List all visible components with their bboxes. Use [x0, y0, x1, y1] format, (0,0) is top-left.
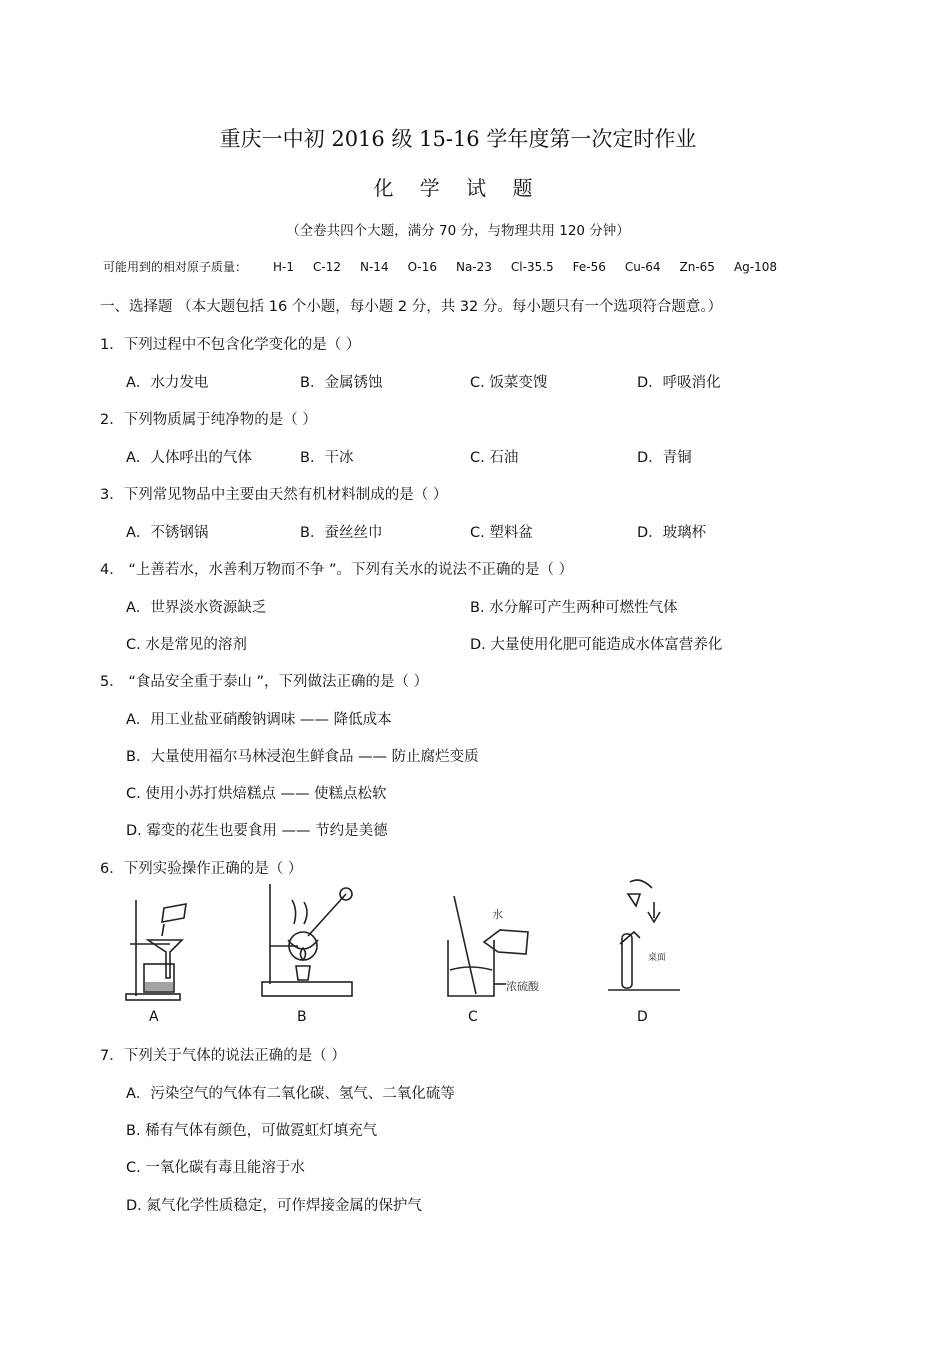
option: C. 塑料盆: [470, 525, 533, 541]
question-stem: 7．下列关于气体的说法正确的是（ ）: [100, 1048, 346, 1064]
option: B. 稀有气体有颜色，可做霓虹灯填充气: [126, 1123, 378, 1139]
option: C. 石油: [470, 450, 519, 466]
figure-label: C: [468, 1009, 478, 1025]
page-subtitle: 化 学 试 题: [373, 176, 543, 200]
option: B．蚕丝丝巾: [300, 525, 383, 541]
page-title: 重庆一中初 2016 级 15-16 学年度第一次定时作业: [219, 127, 697, 151]
option: A．用工业盐亚硝酸钠调味 —— 降低成本: [126, 712, 392, 728]
mass-item: Cl-35.5: [510, 260, 554, 274]
option: A．不锈钢锅: [126, 525, 209, 541]
test-tube-figure: [600, 872, 688, 996]
figure-label: B: [297, 1009, 307, 1025]
mass-item: Zn-65: [679, 260, 715, 274]
masses-label: 可能用到的相对原子质量：: [103, 260, 248, 274]
question-stem: 4． “上善若水，水善利万物而不争 ”。下列有关水的说法不正确的是（ ）: [100, 562, 574, 578]
option: B．金属锈蚀: [300, 375, 383, 391]
mass-item: Fe-56: [572, 260, 606, 274]
evaporation-apparatus-figure: [258, 880, 358, 1000]
mass-item: Ag-108: [733, 260, 777, 274]
figure-label: A: [149, 1009, 159, 1025]
water-label: 水: [492, 908, 503, 921]
mass-item: O-16: [407, 260, 437, 274]
option: D. 大量使用化肥可能造成水体富营养化: [470, 637, 723, 653]
question-stem: 5． “食品安全重于泰山 ”，下列做法正确的是（ ）: [100, 674, 429, 690]
question-stem: 3．下列常见物品中主要由天然有机材料制成的是（ ）: [100, 487, 448, 503]
atomic-masses: [103, 258, 796, 275]
question-stem: 2．下列物质属于纯净物的是（ ）: [100, 412, 317, 428]
option: B. 水分解可产生两种可燃性气体: [470, 600, 678, 616]
option: C. 饭菜变馊: [470, 375, 548, 391]
mass-item: N-14: [360, 260, 389, 274]
dilution-figure: [440, 888, 545, 1002]
desk-label: 桌面: [648, 953, 667, 963]
option: A．人体呼出的气体: [126, 450, 252, 466]
acid-label: 浓硫酸: [506, 980, 539, 993]
mass-item: Cu-64: [624, 260, 661, 274]
option: D. 霉变的花生也要食用 —— 节约是美德: [126, 823, 388, 839]
exam-note: （全卷共四个大题，满分 70 分，与物理共用 120 分钟）: [286, 223, 630, 239]
section-heading: 一、选择题 （本大题包括 16 个小题，每小题 2 分，共 32 分。每小题只有一个选项符合题意。）: [100, 299, 723, 315]
option: C. 使用小苏打烘焙糕点 —— 使糕点松软: [126, 786, 387, 802]
option: D．玻璃杯: [637, 525, 707, 541]
mass-item: Na-23: [455, 260, 492, 274]
option: C. 一氧化碳有毒且能溶于水: [126, 1160, 305, 1176]
option: A．污染空气的气体有二氧化碳、氢气、二氧化硫等: [126, 1086, 455, 1102]
option: D．呼吸消化: [637, 375, 721, 391]
option: B．干冰: [300, 450, 354, 466]
option: C. 水是常见的溶剂: [126, 637, 247, 653]
option: B．大量使用福尔马林浸泡生鲜食品 —— 防止腐烂变质: [126, 749, 479, 765]
option: A．水力发电: [126, 375, 209, 391]
option: D. 氮气化学性质稳定，可作焊接金属的保护气: [126, 1198, 422, 1214]
option: D．青铜: [637, 450, 692, 466]
option: A．世界淡水资源缺乏: [126, 600, 267, 616]
figure-label: D: [637, 1009, 648, 1025]
filtration-apparatus-figure: [120, 886, 200, 1004]
question-stem: 6．下列实验操作正确的是（ ）: [100, 861, 303, 877]
mass-item: H-1: [273, 260, 295, 274]
mass-item: C-12: [313, 260, 341, 274]
question-stem: 1．下列过程中不包含化学变化的是（ ）: [100, 337, 361, 353]
